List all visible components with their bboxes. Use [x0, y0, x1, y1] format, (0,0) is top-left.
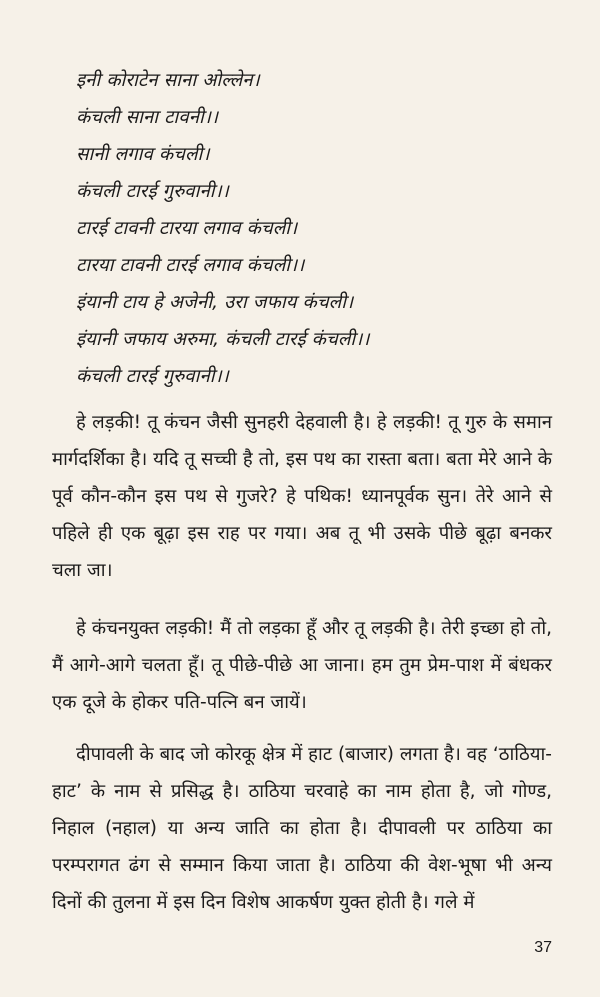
translation-paragraph: हे कंचनयुक्त लड़की! मैं तो लड़का हूँ और तू लड़की है। तेरी इच्छा हो तो, मैं आगे-आगे चलता हूँ। तू पीछे-पीछे आ जाना। हम तुम प्रेम-पाश में बंधकर एक दूजे के होकर पति-पत्नि बन जायें।: [52, 618, 552, 713]
verse-line: कंचली साना टावनी।।: [76, 107, 219, 128]
verse-line: इनी कोराटेन साना ओल्लेन।: [76, 70, 260, 91]
verse-block: [76, 62, 556, 395]
page-number: 37: [534, 939, 552, 956]
verse-line: सानी लगाव कंचली।: [76, 144, 210, 165]
verse-line: कंचली टारई गुरुवानी।।: [76, 366, 229, 387]
verse-line: टारई टावनी टारया लगाव कंचली।: [76, 218, 298, 239]
verse-line: इंयानी जफाय अरुमा, कंचली टारई कंचली।।: [76, 329, 370, 350]
translation-paragraph: हे लड़की! तू कंचन जैसी सुनहरी देहवाली है। हे लड़की! तू गुरु के समान मार्गदर्शिका है। यदि तू सच्ची है तो, इस पथ का रास्ता बता। बता मेरे आने के पूर्व कौन-कौन इस पथ से गुजरे? हे पथिक! ध्यानपूर्वक सुन। तेरे आने से पहिले ही एक बूढ़ा इस राह पर गया। अब तू भी उसके पीछे बूढ़ा बनकर चला जा।: [52, 412, 552, 581]
verse-line: इंयानी टाय हे अजेनी, उरा जफाय कंचली।: [76, 292, 354, 313]
body-paragraph: दीपावली के बाद जो कोरकू क्षेत्र में हाट (बाजार) लगता है। वह ‘ठाठिया-हाट’ के नाम से प्रसिद्ध है। ठाठिया चरवाहे का नाम होता है, जो गोण्ड, निहाल (नहाल) या अन्य जाति का होता है। दीपावली पर ठाठिया का परम्परागत ढंग से सम्मान किया जाता है। ठाठिया की वेश-भूषा भी अन्य दिनों की तुलना में इस दिन विशेष आकर्षण युक्त होती है। गले में: [52, 744, 552, 913]
verse-line: टारया टावनी टारई लगाव कंचली।।: [76, 255, 305, 276]
verse-line: कंचली टारई गुरुवानी।।: [76, 181, 229, 202]
